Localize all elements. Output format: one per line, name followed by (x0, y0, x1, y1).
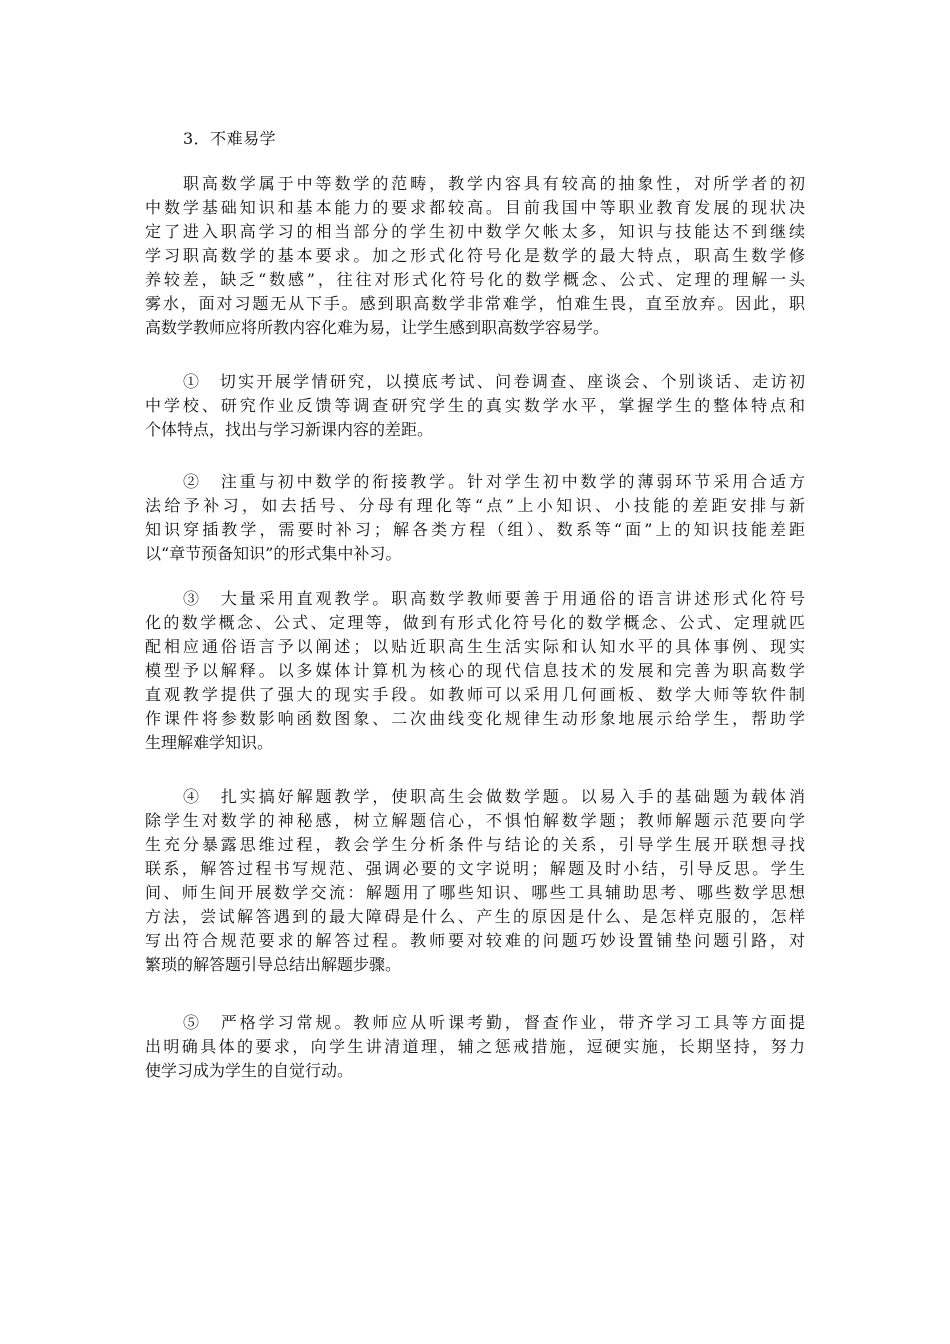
text-line: ③ 大量采用直观教学。职高数学教师要善于用通俗的语言讲述形式化符号 (183, 589, 805, 608)
text-line: 模型予以解释。以多媒体计算机为核心的现代信息技术的发展和完善为职高数学 (145, 661, 805, 680)
text-line: 方法，尝试解答遇到的最大障碍是什么、产生的原因是什么、是怎样克服的，怎样 (145, 907, 805, 926)
text-line: 除学生对数学的神秘感，树立解题信心，不惧怕解数学题；教师解题示范要向学 (145, 811, 805, 830)
text-line: 作课件将参数影响函数图象、二次曲线变化规律生动形象地展示给学生，帮助学 (145, 709, 805, 728)
text-line: 养较差，缺乏“数感”，往往对形式化符号化的数学概念、公式、定理的理解一头 (145, 270, 805, 289)
text-line: 直观教学提供了强大的现实手段。如教师可以采用几何画板、数学大师等软件制 (145, 685, 805, 704)
paragraph-item-5 (145, 1011, 805, 1083)
text-line: 中学校、研究作业反馈等调查研究学生的真实数学水平，掌握学生的整体特点和 (145, 396, 805, 415)
text-line: 中数学基础知识和基本能力的要求都较高。目前我国中等职业教育发展的现状决 (145, 198, 805, 217)
text-line: 雾水，面对习题无从下手。感到职高数学非常难学，怕难生畏，直至放弃。因此，职 (145, 294, 805, 313)
text-line: 职高数学属于中等数学的范畴，教学内容具有较高的抽象性，对所学者的初 (183, 174, 805, 193)
text-line: 生理解难学知识。 (145, 733, 274, 752)
text-line: 定了进入职高学习的相当部分的学生初中数学欠帐太多，知识与技能达不到继续 (145, 222, 805, 241)
text-line: ② 注重与初中数学的衔接教学。针对学生初中数学的薄弱环节采用合适方 (183, 472, 805, 491)
text-line: ④ 扎实搞好解题教学，使职高生会做数学题。以易入手的基础题为载体消 (183, 787, 805, 806)
text-line: 法给予补习，如去括号、分母有理化等“点”上小知识、小技能的差距安排与新 (145, 496, 805, 515)
paragraph-item-4 (145, 785, 805, 977)
text-line: 配相应通俗语言予以阐述；以贴近职高生生活实际和认知水平的具体事例、现实 (145, 637, 805, 656)
section-heading: 3．不难易学 (183, 129, 277, 148)
text-line: 联系，解答过程书写规范、强调必要的文字说明；解题及时小结，引导反思。学生 (145, 859, 805, 878)
text-line: ① 切实开展学情研究，以摸底考试、问卷调查、座谈会、个别谈话、走访初 (183, 372, 805, 391)
text-line: 高数学教师应将所教内容化难为易，让学生感到职高数学容易学。 (145, 318, 610, 337)
text-line: 繁琐的解答题引导总结出解题步骤。 (145, 955, 402, 974)
paragraph-item-1 (145, 370, 805, 442)
paragraph-intro (145, 172, 805, 340)
text-line: 间、师生间开展数学交流：解题用了哪些知识、哪些工具辅助思考、哪些数学思想 (145, 883, 805, 902)
text-line: 使学习成为学生的自觉行动。 (145, 1061, 354, 1080)
text-line: 个体特点，找出与学习新课内容的差距。 (145, 420, 434, 439)
text-line: 出明确具体的要求，向学生讲清道理，辅之惩戒措施，逗硬实施，长期坚持，努力 (145, 1037, 805, 1056)
text-line: 以“章节预备知识”的形式集中补习。 (145, 544, 402, 563)
text-line: 学习职高数学的基本要求。加之形式化符号化是数学的最大特点，职高生数学修 (145, 246, 805, 265)
text-line: 写出符合规范要求的解答过程。教师要对较难的问题巧妙设置铺垫问题引路，对 (145, 931, 805, 950)
paragraph-item-2 (145, 470, 805, 566)
text-line: ⑤ 严格学习常规。教师应从听课考勤，督查作业，带齐学习工具等方面提 (183, 1013, 805, 1032)
paragraph-item-3 (145, 587, 805, 755)
text-line: 生充分暴露思维过程，教会学生分析条件与结论的关系，引导学生展开联想寻找 (145, 835, 805, 854)
text-line: 化的数学概念、公式、定理等，做到有形式化符号化的数学概念、公式、定理就匹 (145, 613, 805, 632)
text-line: 知识穿插教学，需要时补习；解各类方程（组）、数系等“面”上的知识技能差距 (145, 520, 805, 539)
